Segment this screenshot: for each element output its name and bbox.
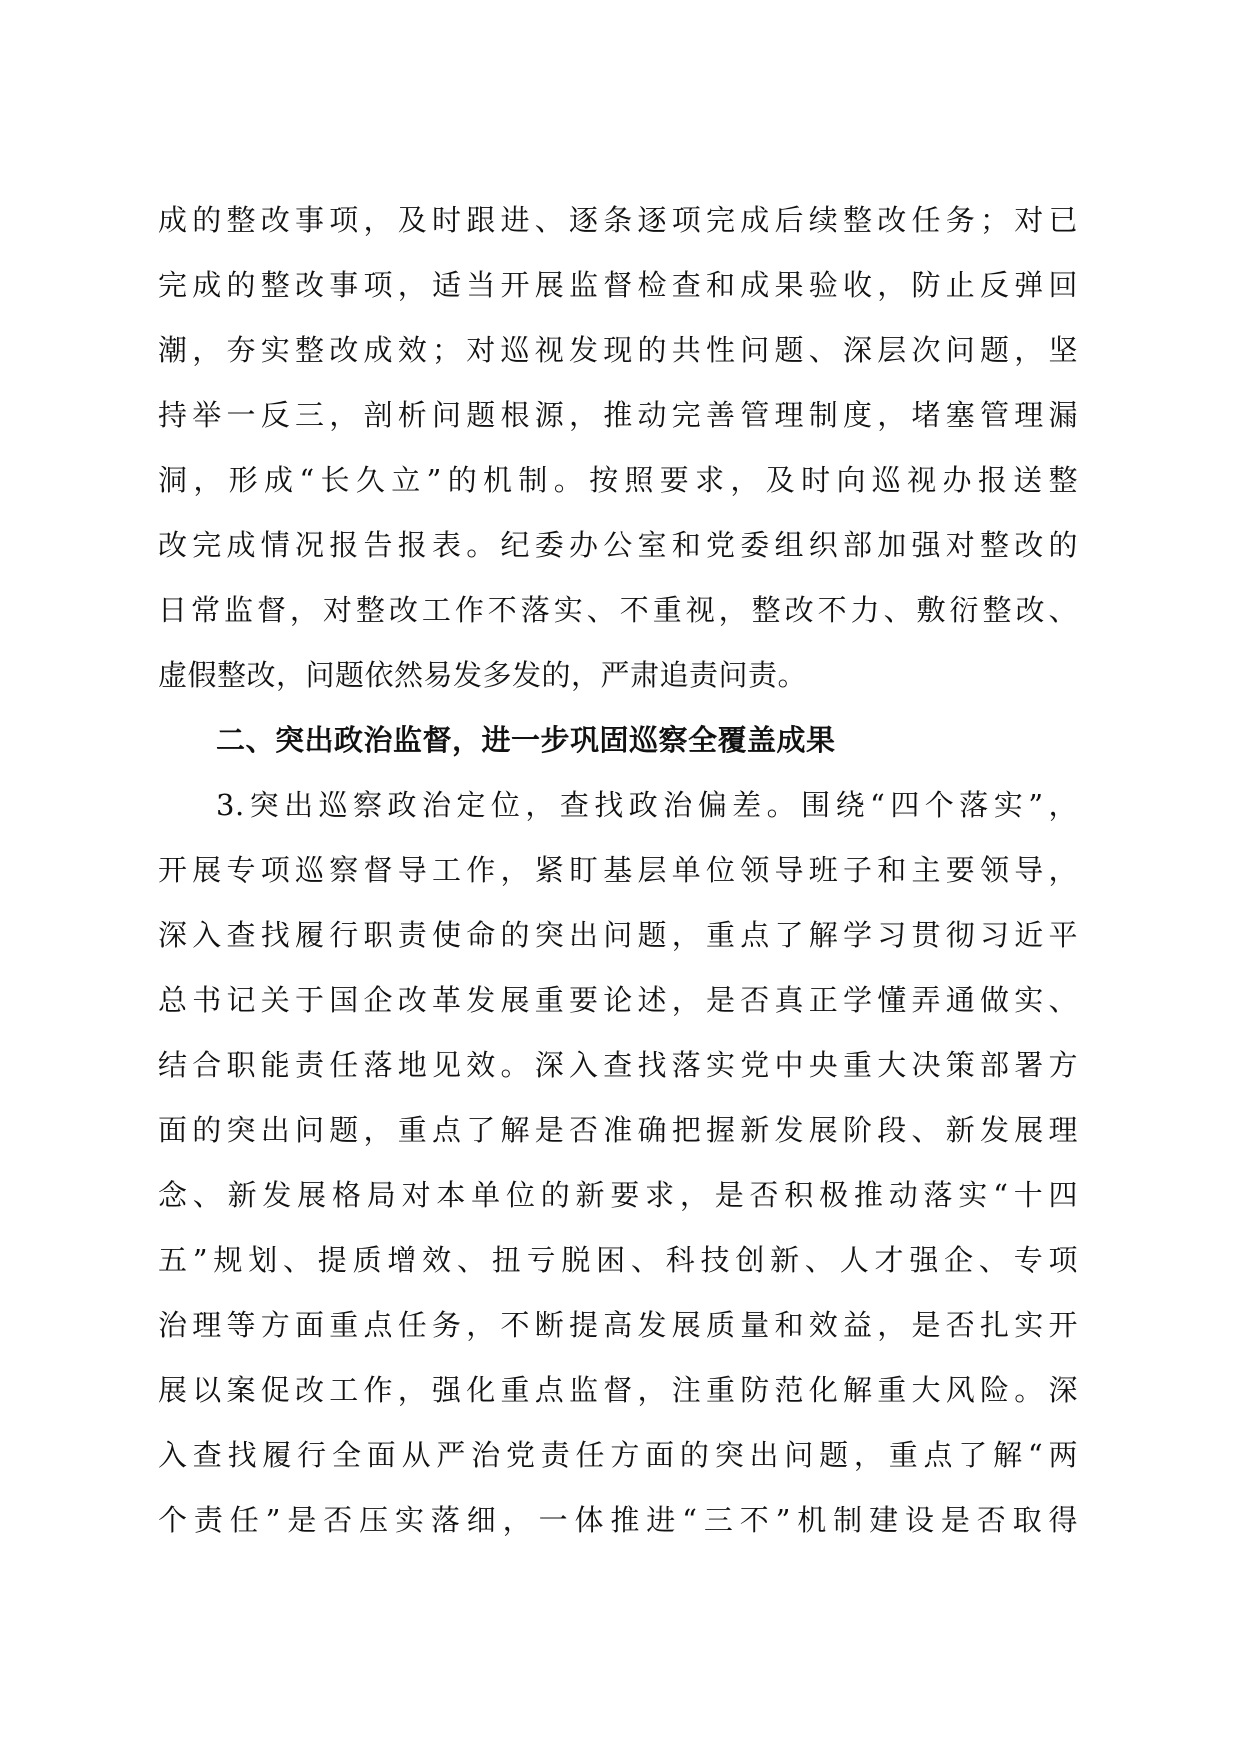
paragraph-political-supervision <box>158 773 1078 1553</box>
text-line: 治理等方面重点任务，不断提高发展质量和效益，是否扎实开 <box>158 1308 1078 1342</box>
text-line: 成的整改事项，及时跟进、逐条逐项完成后续整改任务；对已 <box>158 203 1078 237</box>
text-line: 结合职能责任落地见效。深入查找落实党中央重大决策部署方 <box>158 1048 1078 1082</box>
text-line: 五”规划、提质增效、扭亏脱困、科技创新、人才强企、专项 <box>158 1243 1078 1277</box>
text-line: 潮，夯实整改成效；对巡视发现的共性问题、深层次问题，坚 <box>158 333 1078 367</box>
text-line: 改完成情况报告报表。纪委办公室和党委组织部加强对整改的 <box>158 528 1078 562</box>
text-line: 念、新发展格局对本单位的新要求，是否积极推动落实“十四 <box>158 1178 1078 1212</box>
text-line: 日常监督，对整改工作不落实、不重视，整改不力、敷衍整改、 <box>158 593 1078 627</box>
text-line: 面的突出问题，重点了解是否准确把握新发展阶段、新发展理 <box>158 1113 1078 1147</box>
text-line: 开展专项巡察督导工作，紧盯基层单位领导班子和主要领导， <box>158 853 1078 887</box>
document-body <box>158 188 1078 1553</box>
text-line: 入查找履行全面从严治党责任方面的突出问题，重点了解“两 <box>158 1438 1078 1472</box>
text-line: 深入查找履行职责使命的突出问题，重点了解学习贯彻习近平 <box>158 918 1078 952</box>
paragraph-rectification <box>158 188 1078 708</box>
text-line: 完成的整改事项，适当开展监督检查和成果验收，防止反弹回 <box>158 268 1078 302</box>
text-line: 持举一反三，剖析问题根源，推动完善管理制度，堵塞管理漏 <box>158 398 1078 432</box>
section-heading: 二、突出政治监督，进一步巩固巡察全覆盖成果 <box>216 723 836 757</box>
text-line: 展以案促改工作，强化重点监督，注重防范化解重大风险。深 <box>158 1373 1078 1407</box>
text-line: 3.突出巡察政治定位，查找政治偏差。围绕“四个落实”， <box>216 788 1078 822</box>
text-line: 虚假整改，问题依然易发多发的，严肃追责问责。 <box>158 658 808 692</box>
text-line: 个责任”是否压实落细，一体推进“三不”机制建设是否取得 <box>158 1503 1078 1537</box>
text-line: 总书记关于国企改革发展重要论述，是否真正学懂弄通做实、 <box>158 983 1078 1017</box>
text-line: 洞，形成“长久立”的机制。按照要求，及时向巡视办报送整 <box>158 463 1078 497</box>
